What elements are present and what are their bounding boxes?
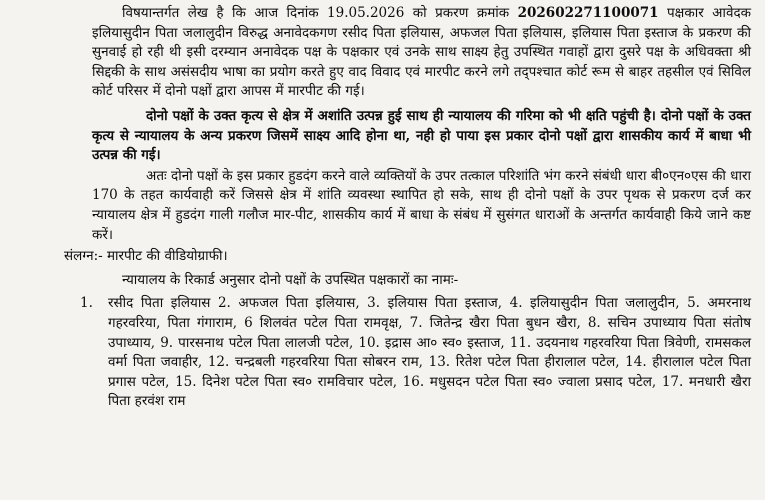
parties-list-text: रसीद पिता इलियास 2. अफजल पिता इलियास, 3. इलियास पिता इस्ताज, 4. इलियासुदीन पिता जलालुदीन, 5. अमरनाथ गहरवरिया, पिता गंगाराम, 6 शिलवंत पटेल पिता रामवृक्ष, 7. जितेन्द्र खैरा पिता बुधन खैरा, 8. सचिन उपाध्याय पिता संतोष उपाध्याय, 9. पारसनाथ पटेल पिता लालजी पटेल, 10. इद्रास आ० स्व० इस्ताज, 11. उदयनाथ गहरवरिया पिता त्रिवेणी, रामसकल वर्मा पिता जवाहीर, 12. चन्द्रबली गहरवरिया पिता सोबरन राम, 13. रितेश पटेल पिता हीरालाल पटेल, 14. हीरालाल पटेल पिता प्रगास पटेल, 15. दिनेश पटेल पिता स्व० रामविचार पटेल, 16. मधुसदन पटेल पिता स्व० ज्वाला प्रसाद पटेल, 17. मनधारी खैरा पिता हरवंश राम xyxy=(108,295,751,410)
paragraph-intro xyxy=(92,4,751,102)
paragraph-action-request: अतः दोनो पक्षों के इस प्रकार हुडदंग करने वाले व्यक्तियों के उपर तत्काल परिशांति भंग करने संबंधी धारा बी०एन०एस की धारा 170 के तहत कार्यवाही करें जिससे क्षेत्र में शांति व्यवस्था स्थापित हो सके, साथ ही दोनो पक्षों के उपर पृथक से प्रकरण दर्ज कर न्यायालय क्षेत्र में हुडदंग गाली गलौज मार-पीट, शासकीय कार्य में बाधा के संबंध में सुसंगत धाराओं के अन्तर्गत कार्यवाही किये जाने कष्ट करें। xyxy=(92,167,751,243)
enclosure-note: संलग्न:- मारपीट की वीडियोग्राफी। xyxy=(64,248,228,265)
parties-list xyxy=(80,294,751,412)
parties-list-intro: न्यायालय के रिकार्ड अनुसार दोनो पक्षों के उपस्थित पक्षकारों का नामः- xyxy=(122,271,459,288)
list-number: 1. xyxy=(80,295,93,312)
paragraph-intro-lead: विषयान्तर्गत लेख है कि आज दिनांक 19.05.2026 को प्रकरण क्रमांक xyxy=(122,5,518,21)
case-number: 202602271100071 xyxy=(517,5,659,21)
paragraph-intro-body: पक्षकार आवेदक इलियासुदीन पिता जलालुदीन विरुद्ध अनावेदकगण रसीद पिता इलियास, अफजल पिता इलियास, इलियास पिता इस्ताज के प्रकरण की सुनवाई हो रही थी इसी दरम्यान अनावेदक पक्ष के पक्षकार एवं उनके साथ साक्ष्य हेतु उपस्थित गवाहों द्वारा दुसरे पक्ष के अधिवक्ता श्री सिद्दकी के साथ असंसदीय भाषा का प्रयोग करते हुए वाद विवाद एवं मारपीट करने लगे तद्पश्चात कोर्ट रूम से बाहर तहसील एवं सिविल कोर्ट परिसर में दोनो पक्षों द्वारा आपस में मारपीट की गई। xyxy=(92,5,751,100)
paragraph-disturbance: दोनो पक्षों के उक्त कृत्य से क्षेत्र में अशांति उत्पन्न हुई साथ ही न्यायालय की गरिमा को भी क्षति पहुंची है। दोनो पक्षों के उक्त कृत्य से न्यायालय के अन्य प्रकरण जिसमें साक्ष्य आदि होना था, नही हो पाया इस प्रकार दोनो पक्षों द्वारा शासकीय कार्य में बाधा भी उत्पन्न की गई। xyxy=(92,107,751,164)
